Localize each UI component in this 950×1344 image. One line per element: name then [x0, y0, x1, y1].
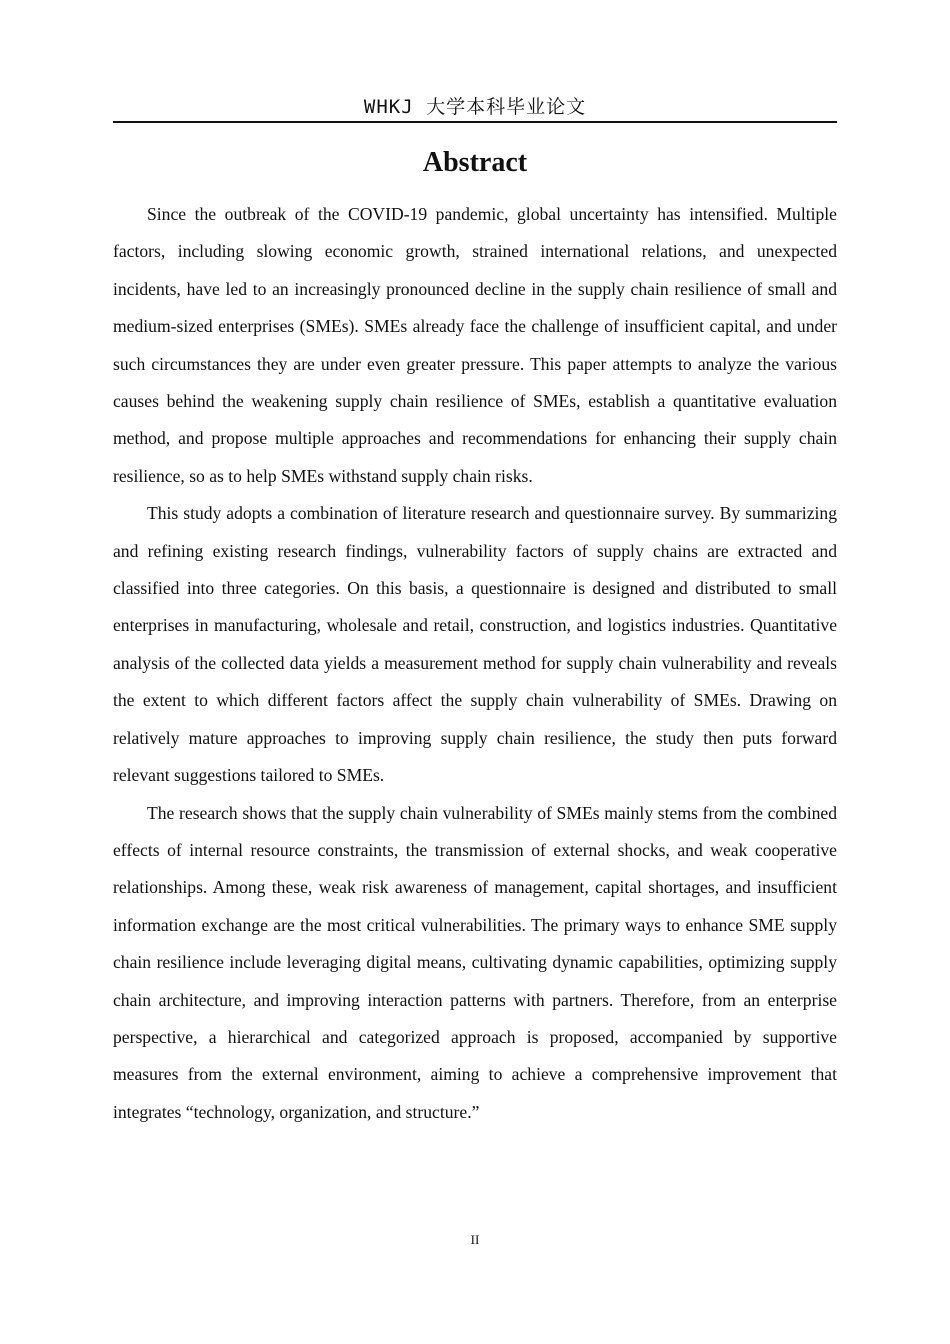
- running-header: WHKJ 大学本科毕业论文: [363, 96, 587, 118]
- abstract-body: [113, 196, 837, 1131]
- abstract-paragraph-2: This study adopts a combination of literature research and questionnaire survey. By summarizing and refining existing research findings, vulnerability factors of supply chains are extracted and classified into three categories. On this basis, a questionnaire is designed and distributed to small enterprises in manufacturing, wholesale and retail, construction, and logistics industries. Quantitative analysis of the collected data yields a measurement method for supply chain vulnerability and reveals the extent to which different factors affect the supply chain vulnerability of SMEs. Drawing on relatively mature approaches to improving supply chain resilience, the study then puts forward relevant suggestions tailored to SMEs.: [113, 503, 837, 786]
- abstract-paragraph-3: The research shows that the supply chain vulnerability of SMEs mainly stems from the combined effects of internal resource constraints, the transmission of external shocks, and weak cooperative relationships. Among these, weak risk awareness of management, capital shortages, and insufficient information exchange are the most critical vulnerabilities. The primary ways to enhance SME supply chain resilience include leveraging digital means, cultivating dynamic capabilities, optimizing supply chain architecture, and improving interaction patterns with partners. Therefore, from an enterprise perspective, a hierarchical and categorized approach is proposed, accompanied by supportive measures from the external environment, aiming to achieve a comprehensive improvement that integrates “technology, organization, and structure.”: [113, 802, 837, 1122]
- abstract-paragraph-1: Since the outbreak of the COVID-19 pandemic, global uncertainty has intensified. Multiple factors, including slowing economic growth, strained international relations, and unexpected incidents, have led to an increasingly pronounced decline in the supply chain resilience of small and medium-sized enterprises (SMEs). SMEs already face the challenge of insufficient capital, and under such circumstances they are under even greater pressure. This paper attempts to analyze the various causes behind the weakening supply chain resilience of SMEs, establish a quantitative evaluation method, and propose multiple approaches and recommendations for enhancing their supply chain resilience, so as to help SMEs withstand supply chain risks.: [113, 204, 837, 486]
- header-rule: [113, 121, 837, 123]
- page-number: II: [470, 1232, 480, 1247]
- page-title: Abstract: [422, 147, 528, 178]
